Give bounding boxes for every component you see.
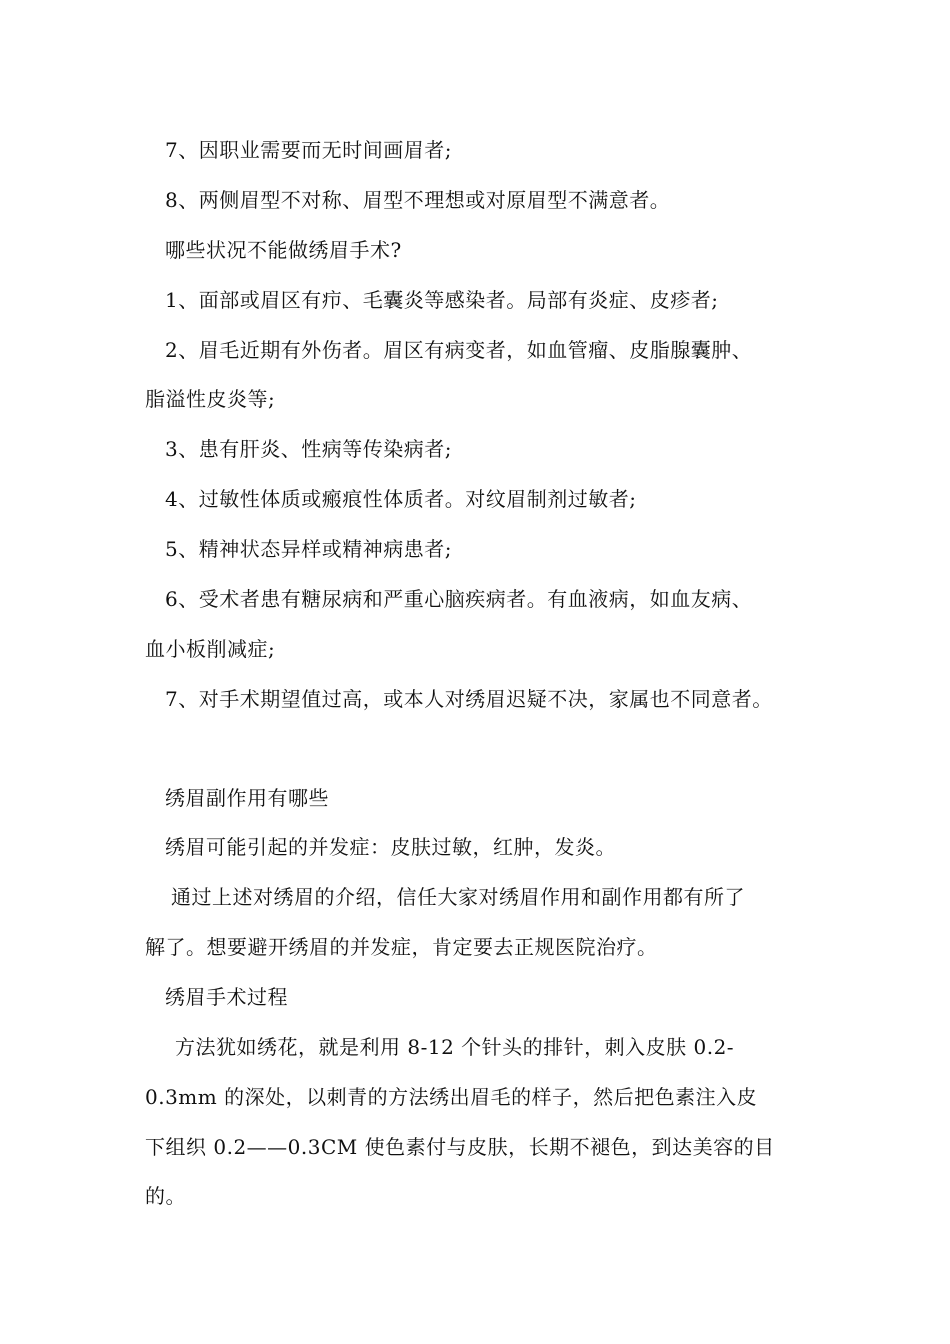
text-line: 4、过敏性体质或瘢痕性体质者。对纹眉制剂过敏者; <box>165 487 637 511</box>
text-line: 6、受术者患有糖尿病和严重心脑疾病者。有血液病，如血友病、 <box>165 587 753 611</box>
text-line: 血小板削减症; <box>145 637 276 661</box>
text-line: 解了。想要避开绣眉的并发症，肯定要去正规医院治疗。 <box>145 935 658 959</box>
text-line: 下组织 0.2——0.3CM 使色素付与皮肤，长期不褪色，到达美容的目 <box>145 1135 775 1159</box>
text-line: 通过上述对绣眉的介绍，信任大家对绣眉作用和副作用都有所了 <box>171 885 745 909</box>
text-line: 7、对手术期望值过高，或本人对绣眉迟疑不决，家属也不同意者。 <box>165 687 773 711</box>
text-line: 脂溢性皮炎等; <box>145 387 276 411</box>
text-line: 3、患有肝炎、性病等传染病者; <box>165 437 452 461</box>
text-line: 1、面部或眉区有疖、毛囊炎等感染者。局部有炎症、皮疹者; <box>165 288 719 312</box>
text-line: 绣眉可能引起的并发症：皮肤过敏，红肿，发炎。 <box>165 835 616 859</box>
text-line: 方法犹如绣花，就是利用 8-12 个针头的排针，刺入皮肤 0.2- <box>175 1035 735 1059</box>
text-line: 0.3mm 的深处，以刺青的方法绣出眉毛的样子，然后把色素注入皮 <box>145 1085 758 1109</box>
text-line: 5、精神状态异样或精神病患者; <box>165 537 452 561</box>
text-line: 7、因职业需要而无时间画眉者; <box>165 138 452 162</box>
text-line: 8、两侧眉型不对称、眉型不理想或对原眉型不满意者。 <box>165 188 671 212</box>
text-line: 的。 <box>145 1184 186 1208</box>
text-line: 2、眉毛近期有外伤者。眉区有病变者，如血管瘤、皮脂腺囊肿、 <box>165 338 753 362</box>
section-heading: 绣眉手术过程 <box>165 985 288 1009</box>
section-heading: 哪些状况不能做绣眉手术? <box>165 238 402 262</box>
section-heading: 绣眉副作用有哪些 <box>165 786 329 810</box>
